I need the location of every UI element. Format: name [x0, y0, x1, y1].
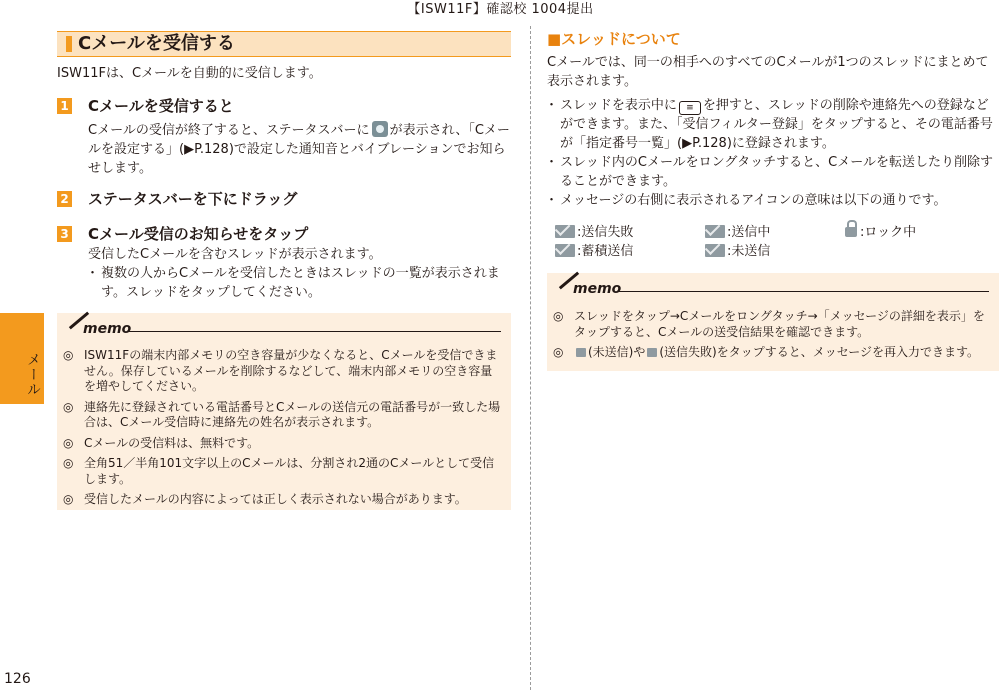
- section-title-marker: [66, 36, 72, 52]
- memo-rule: [127, 331, 501, 332]
- bullet-mark: ◎: [63, 492, 74, 506]
- lock-icon: [845, 227, 857, 237]
- bullet-mark: ◎: [63, 399, 74, 414]
- memo-item: ◎ ISW11Fの端末内部メモリの空き容量が少なくなると、Cメールを受信できません。保存しているメールを削除するなどして、端末内部メモリの空き容量を増やしてください。: [63, 348, 498, 393]
- memo-item: ◎ 受信したメールの内容によっては正しく表示されない場合があります。: [63, 492, 467, 506]
- step-body-text: Cメールの受信が終了すると、ステータスバーに: [88, 123, 370, 138]
- step-number: 1: [57, 98, 72, 114]
- step-body: [88, 245, 513, 302]
- column-divider: [530, 26, 531, 690]
- step-title: Cメール受信のお知らせをタップ: [88, 225, 309, 243]
- unsent-icon: [705, 244, 725, 257]
- page-number: 126: [4, 671, 31, 687]
- send-failed-icon: [647, 348, 657, 357]
- step-title: ステータスバーを下にドラッグ: [88, 190, 298, 208]
- c-mail-status-icon: [372, 121, 388, 137]
- bullet-mark: ◎: [63, 456, 74, 470]
- thread-section-title: ■スレッドについて: [547, 30, 681, 48]
- legend-stored: :蓄積送信: [555, 243, 633, 261]
- memo-rule: [617, 291, 989, 292]
- menu-key-icon: ≡: [679, 101, 701, 115]
- thread-bullets: [547, 96, 999, 210]
- step-body: [88, 121, 513, 178]
- memo-item: ◎ Cメールの受信料は、無料です。: [63, 435, 260, 450]
- bullet-mark: ◎: [63, 348, 74, 362]
- thread-bullet-3: ・ メッセージの右側に表示されるアイコンの意味は以下の通りです。: [547, 191, 999, 210]
- running-header: 【ISW11F】確認校 1004提出: [407, 2, 594, 17]
- thread-bullet-1: ・ スレッドを表示中に ≡ を押すと、スレッドの削除や連絡先への登録などができます。また、「受信フィルター登録」をタップすると、その電話番号が「指定番号一覧」(▶P.128)に登録されます。: [547, 96, 999, 153]
- unsent-icon: [576, 348, 586, 357]
- section-title: Cメールを受信する: [78, 33, 235, 54]
- bullet-mark: ◎: [553, 345, 564, 359]
- step-body-text: 受信したCメールを含むスレッドが表示されます。: [88, 247, 382, 262]
- memo-label: memo: [573, 281, 622, 297]
- stored-send-icon: [555, 244, 575, 257]
- memo-item: ◎ 連絡先に登録されている電話番号とCメールの送信元の電話番号が一致した場合は、Cメール受信時に連絡先の姓名が表示されます。: [63, 399, 501, 429]
- icon-legend: [555, 224, 975, 264]
- memo-box: [57, 313, 511, 510]
- memo-item: ◎ 全角51／半角101文字以上のCメールは、分割され2通のCメールとして受信します。: [63, 456, 495, 486]
- step-number: 2: [57, 191, 72, 207]
- memo-list: [553, 309, 991, 366]
- memo-label: memo: [83, 321, 132, 337]
- thread-bullet-2: ・ スレッド内のCメールをロングタッチすると、Cメールを転送したり削除することができます。: [547, 153, 999, 191]
- step-body-text-cont: が表示され、「Cメールを設定する」(▶P.128)で設定した通知音とバイブレーションでお知らせします。: [88, 123, 510, 176]
- memo-header: [63, 321, 501, 339]
- step-title: Cメールを受信すると: [88, 97, 234, 115]
- bullet-mark: ◎: [553, 309, 564, 323]
- send-failed-icon: [555, 225, 575, 238]
- thread-intro: Cメールでは、同一の相手へのすべてのCメールが1つのスレッドにまとめて表示されます。: [547, 55, 989, 89]
- bullet-mark: ◎: [63, 435, 74, 450]
- step-number: 3: [57, 226, 72, 242]
- memo-list: [63, 348, 503, 513]
- sending-icon: [705, 225, 725, 238]
- legend-sending: :送信中: [705, 224, 770, 242]
- memo-header: [553, 281, 989, 299]
- memo-box-right: [547, 273, 999, 371]
- memo-item: ◎ スレッドをタップ→Cメールをロングタッチ→「メッセージの詳細を表示」をタップすると、Cメールの送受信結果を確認できます。: [553, 309, 985, 339]
- step-bullet: ・ 複数の人からCメールを受信したときはスレッドの一覧が表示されます。スレッドをタップしてください。: [88, 264, 513, 302]
- section-intro: ISW11Fは、Cメールを自動的に受信します。: [57, 66, 322, 81]
- memo-item: ◎ (未送信)や (送信失敗)をタップすると、メッセージを再入力できます。: [553, 345, 980, 359]
- legend-unsent: :未送信: [705, 243, 770, 261]
- legend-send-failed: :送信失敗: [555, 224, 633, 242]
- section-title-band: [57, 31, 511, 57]
- legend-locked: :ロック中: [843, 224, 916, 242]
- chapter-tab-label: メール: [25, 352, 41, 397]
